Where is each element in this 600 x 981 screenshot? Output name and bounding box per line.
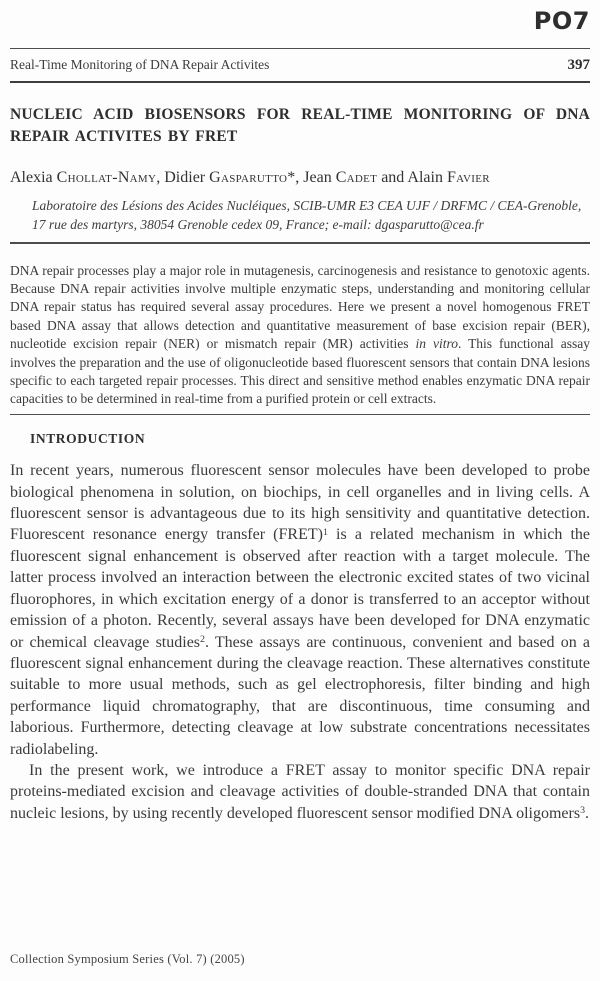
running-head: Real-Time Monitoring of DNA Repair Activites <box>10 57 270 72</box>
header-top-rule <box>10 48 590 49</box>
affiliation: Laboratoire des Lésions des Acides Nucléiques, SCIB-UMR E3 CEA UJF / DRFMC / CEA-Grenoble, 17 rue des martyrs, 38054 Grenoble cedex 09, France; e-mail: dgasparutto@cea.fr <box>32 198 582 232</box>
abstract-bottom-rule <box>10 414 590 416</box>
introduction-paragraph-2: In the present work, we introduce a FRET assay to monitor specific DNA repair proteins-mediated excision and cleavage activities of double-stranded DNA that contain nucleic lesions, by using recently developed fluorescent sensor modified DNA oligomers$^3$. <box>10 761 590 822</box>
footer-series-note: Collection Symposium Series (Vol. 7) (2005) <box>10 952 245 966</box>
session-label: PO7 <box>533 7 590 35</box>
header-bottom-rule <box>10 81 590 83</box>
section-heading-introduction: INTRODUCTION <box>30 431 146 447</box>
authors-line: Alexia Chollat-Namy, Didier Gasparutto*, Jean Cadet and Alain Favier <box>10 169 490 186</box>
abstract-top-rule <box>10 242 590 244</box>
introduction-paragraph-1: In recent years, numerous fluorescent sensor molecules have been developed to probe biological phenomena in solution, on biochips, in cell organelles and in living cells. A fluorescent sensor is advantageous due to its high sensitivity and quantitative detection. Fluorescent resonance energy transfer (FRET)$^1$ is a related mechanism in which the fluorescent signal enhancement is observed after reaction with a target molecule. The latter process involved an interaction between the electronic excited states of two vicinal fluorophores, in which excitation energy of a donor is transferred to an acceptor without emission of a photon. Recently, several assays have been developed for DNA enzymatic or chemical cleavage studies$^2$. These assays are continuous, convenient and based on a fluorescent signal enhancement during the cleavage reaction. These alternatives constitute suitable to more usual methods, such as gel electrophoresis, filter binding and high performance liquid chromatography, that are discontinuous, time consuming and laborious. Furthermore, detecting cleavage at low substrate concentrations necessitates radiolabeling. <box>10 462 591 758</box>
page-number: 397 <box>567 57 590 73</box>
running-head-row <box>10 56 590 74</box>
article-title: NUCLEIC ACID BIOSENSORS FOR REAL-TIME MONITORING OF DNA REPAIR ACTIVITES BY FRET <box>10 106 590 145</box>
abstract-text: DNA repair processes play a major role in mutagenesis, carcinogenesis and resistance to genotoxic agents. Because DNA repair activities involve multiple enzymatic steps, understanding and monitoring cellular DNA repair status has required several assay procedures. Here we present a novel homogenous FRET based DNA assay that allows detection and quantitative measurement of base excision repair (BER), nucleotide excision repair (NER) or mismatch repair (MR) activities in vitro. This functional assay involves the preparation and the use of oligonucleotide based fluorescent sensors that contain DNA lesions specific to each targeted repair processes. This direct and sensitive method enables enzymatic DNA repair capacities to be determined in real-time from a purified protein or cell extracts. <box>10 262 591 407</box>
